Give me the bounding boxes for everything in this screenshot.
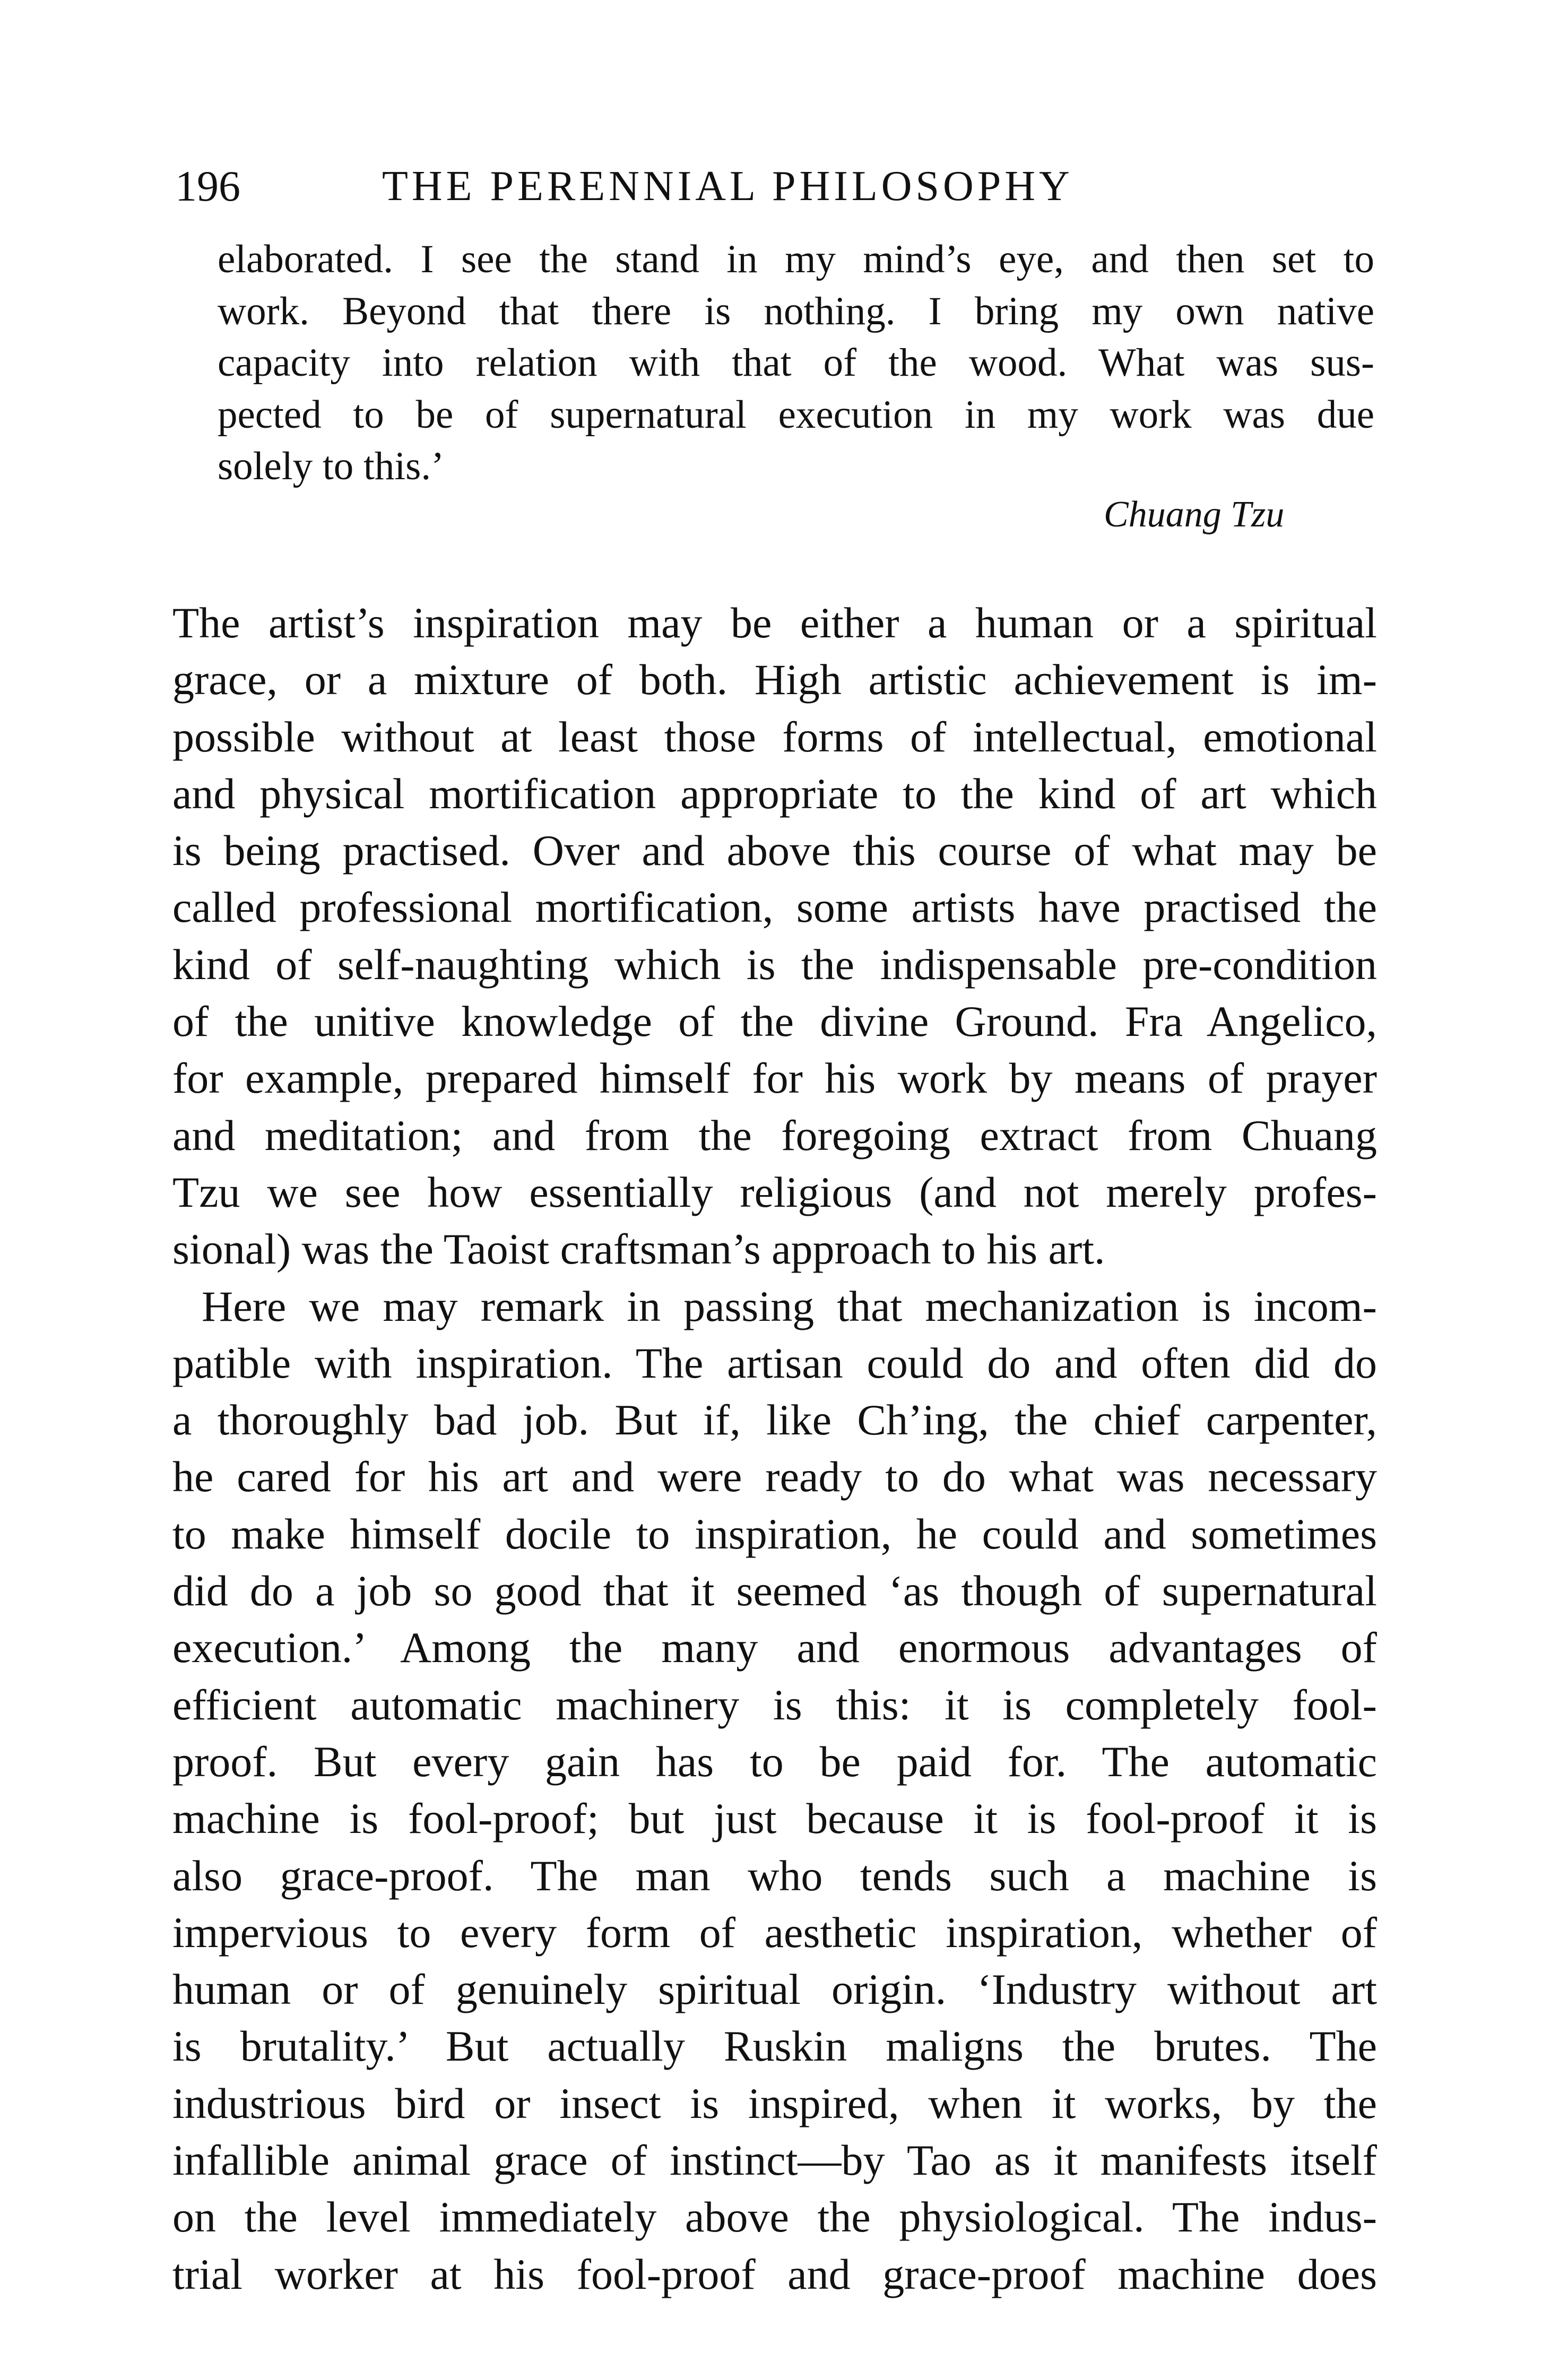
- paragraph-1-line: called professional mortification, some artists have practised the: [172, 883, 1377, 932]
- paragraph-2-line: patible with inspiration. The artisan could do and often did do: [172, 1338, 1377, 1387]
- body-text: [172, 594, 1377, 2303]
- paragraph-2-line: on the level immediately above the physiological. The indus-: [172, 2193, 1377, 2242]
- paragraph-1-line: grace, or a mixture of both. High artistic achievement is im-: [172, 655, 1377, 704]
- paragraph-2-line: to make himself docile to inspiration, he could and sometimes: [172, 1509, 1377, 1558]
- paragraph-2-line: is brutality.’ But actually Ruskin maligns the brutes. The: [172, 2022, 1377, 2071]
- paragraph-2-line: machine is fool-proof; but just because it is fool-proof it is: [172, 1794, 1377, 1843]
- paragraph-2-line: impervious to every form of aesthetic inspiration, whether of: [172, 1908, 1377, 1957]
- quote-line: capacity into relation with that of the wood. What was sus-: [218, 341, 1374, 385]
- quote-line: solely to this.’: [218, 444, 445, 488]
- paragraph-1-line: The artist’s inspiration may be either a human or a spiritual: [172, 599, 1377, 647]
- page-number: 196: [175, 162, 240, 210]
- running-title: THE PERENNIAL PHILOSOPHY: [382, 163, 1073, 210]
- paragraph-2-line: efficient automatic machinery is this: it is completely fool-: [172, 1680, 1377, 1729]
- paragraph-1-line: and physical mortification appropriate to the kind of art which: [172, 769, 1377, 818]
- paragraph-2-line: trial worker at his fool-proof and grace-proof machine does: [172, 2250, 1377, 2298]
- paragraph-2-line: human or of genuinely spiritual origin. ‘Industry without art: [172, 1965, 1377, 2014]
- paragraph-1-line: of the unitive knowledge of the divine Ground. Fra Angelico,: [172, 997, 1377, 1046]
- paragraph-2-line: proof. But every gain has to be paid for. The automatic: [172, 1737, 1377, 1786]
- paragraph-2-line: Here we may remark in passing that mechanization is incom-: [202, 1282, 1377, 1330]
- paragraph-1-line: is being practised. Over and above this course of what may be: [172, 826, 1377, 875]
- paragraph-1-line: kind of self-naughting which is the indispensable pre-condition: [172, 940, 1377, 989]
- paragraph-2-line: execution.’ Among the many and enormous advantages of: [172, 1623, 1377, 1672]
- paragraph-2-line: he cared for his art and were ready to do what was necessary: [172, 1452, 1377, 1501]
- paragraph-1-line: sional) was the Taoist craftsman’s approach to his art.: [172, 1225, 1105, 1274]
- paragraph-2-line: infallible animal grace of instinct—by Tao as it manifests itself: [172, 2136, 1377, 2185]
- paragraph-1-line: for example, prepared himself for his work by means of prayer: [172, 1054, 1377, 1103]
- quote-line: elaborated. I see the stand in my mind’s eye, and then set to: [218, 237, 1374, 281]
- quote-line: pected to be of supernatural execution in my work was due: [218, 392, 1374, 437]
- page-header: [175, 157, 1396, 215]
- paragraph-1-line: possible without at least those forms of intellectual, emotional: [172, 712, 1377, 761]
- paragraph-2-line: a thoroughly bad job. But if, like Ch’ing, the chief carpenter,: [172, 1396, 1377, 1445]
- paragraph-2-line: industrious bird or insect is inspired, when it works, by the: [172, 2079, 1377, 2127]
- quote-attribution: Chuang Tzu: [1104, 494, 1285, 535]
- quotation-block: [218, 233, 1374, 492]
- paragraph-2-line: did do a job so good that it seemed ‘as though of supernatural: [172, 1567, 1377, 1615]
- paragraph-1-line: Tzu we see how essentially religious (and not merely profes-: [172, 1167, 1377, 1216]
- paragraph-2-line: also grace-proof. The man who tends such a machine is: [172, 1851, 1377, 1900]
- quote-line: work. Beyond that there is nothing. I bring my own native: [218, 289, 1374, 333]
- paragraph-1-line: and meditation; and from the foregoing extract from Chuang: [172, 1111, 1377, 1160]
